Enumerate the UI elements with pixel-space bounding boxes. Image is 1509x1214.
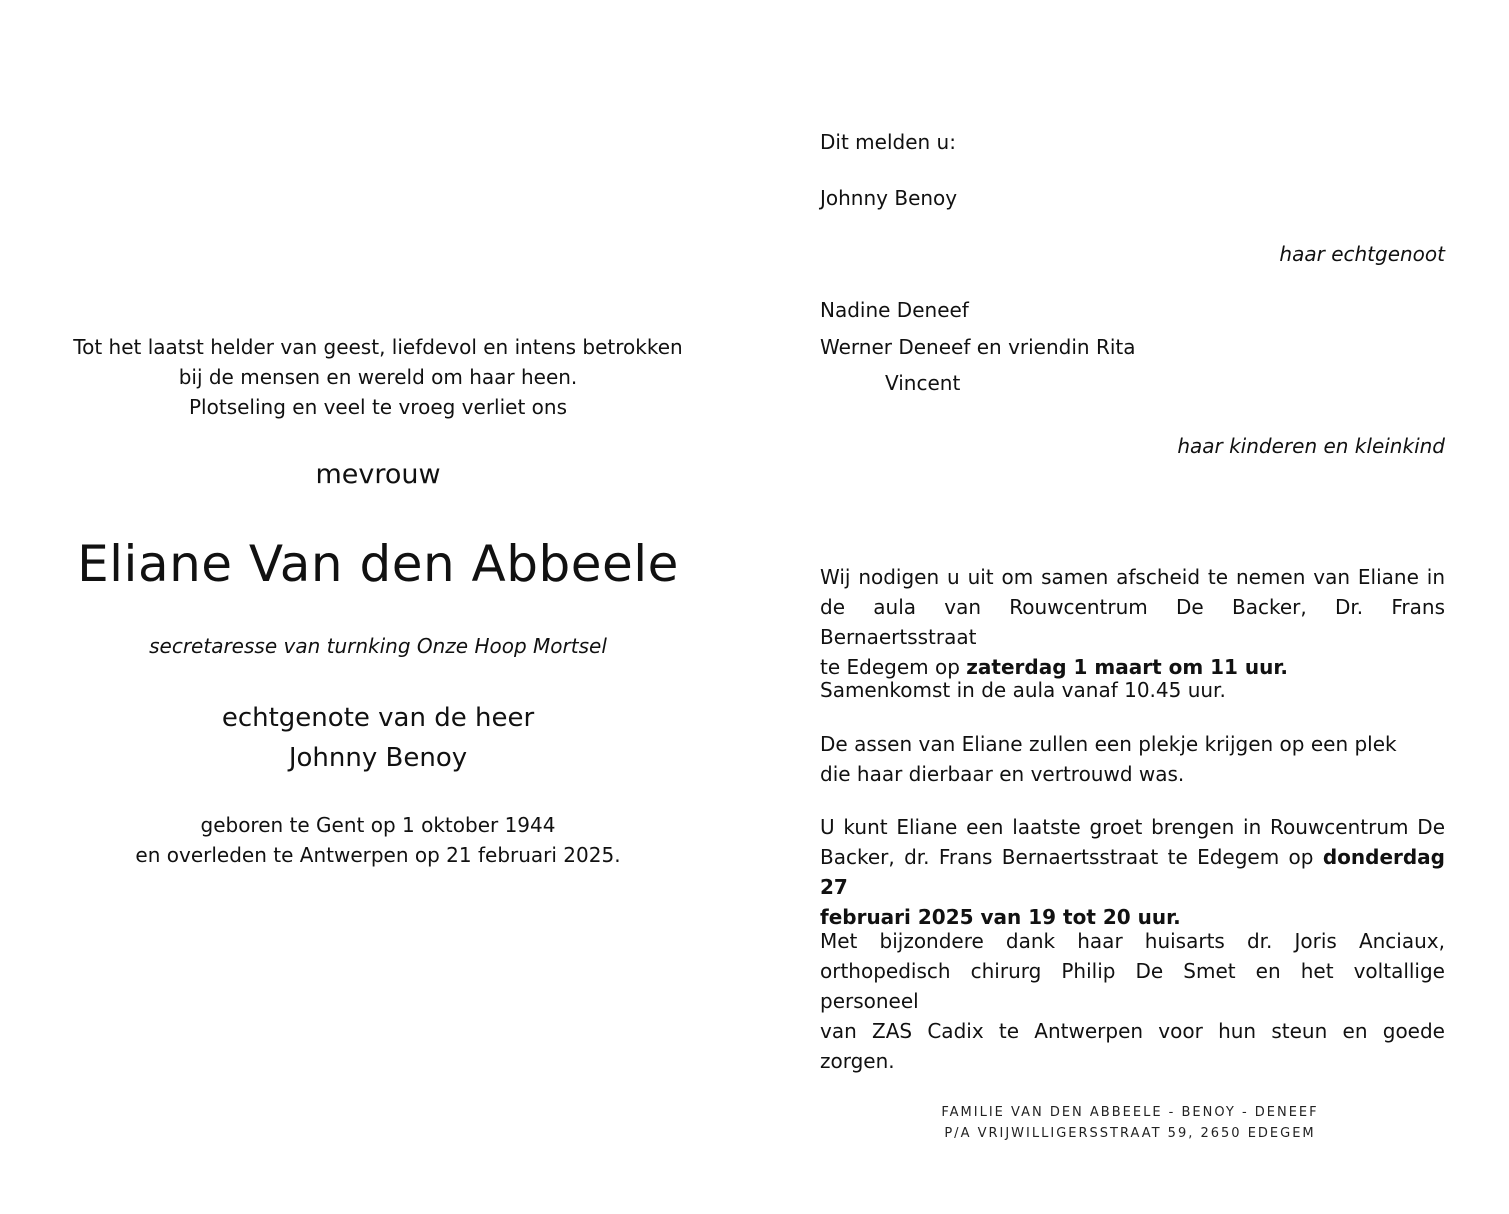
family-name: FAMILIE VAN DEN ABBEELE - BENOY - DENEEF — [941, 1105, 1319, 1120]
visit-text: Backer, dr. Frans Bernaertsstraat te Edegem op — [820, 845, 1323, 869]
husband-label: haar echtgenoot — [1279, 242, 1445, 266]
ashes-line: De assen van Eliane zullen een plekje krijgen op een plek — [820, 732, 1397, 756]
ceremony-date: zaterdag 1 maart om 11 uur. — [966, 655, 1289, 679]
grandchild-name: Vincent — [885, 371, 961, 395]
children-label: haar kinderen en kleinkind — [1177, 434, 1445, 458]
death-line: en overleden te Antwerpen op 21 februari 2025. — [135, 843, 621, 867]
birth-line: geboren te Gent op 1 oktober 1944 — [200, 813, 556, 837]
visit-date: donderdag 27 — [820, 845, 1445, 899]
life-dates — [60, 810, 696, 870]
visit-line — [820, 842, 1445, 902]
visit-time: februari 2025 van 19 tot 20 uur. — [820, 905, 1181, 929]
invitation-paragraph — [820, 562, 1445, 682]
honorific: mevrouw — [315, 459, 441, 490]
intro-line: bij de mensen en wereld om haar heen. — [178, 365, 578, 389]
intro-text — [60, 332, 696, 422]
thanks-paragraph — [820, 926, 1445, 1076]
invitation-text: te Edegem op — [820, 655, 967, 679]
thanks-line: Met bijzondere dank haar huisarts dr. Joris Anciaux, — [820, 929, 1445, 953]
family-address: P/A VRIJWILLIGERSSTRAAT 59, 2650 EDEGEM — [944, 1126, 1316, 1141]
family-address-footer — [880, 1102, 1380, 1144]
spouse-intro: echtgenote van de heer — [221, 703, 535, 733]
ashes-line: die haar dierbaar en vertrouwd was. — [820, 762, 1185, 786]
invitation-line: Wij nodigen u uit om samen afscheid te nemen van Eliane in — [820, 565, 1445, 589]
child-name: Werner Deneef en vriendin Rita — [820, 335, 1136, 359]
intro-line: Tot het laatst helder van geest, liefdevol en intens betrokken — [73, 335, 683, 359]
deceased-role: secretaresse van turnking Onze Hoop Mortsel — [149, 634, 607, 658]
thanks-line: orthopedisch chirurg Philip De Smet en het voltallige personeel — [820, 959, 1445, 1013]
thanks-line: van ZAS Cadix te Antwerpen voor hun steun en goede zorgen. — [820, 1019, 1445, 1073]
gathering-paragraph: Samenkomst in de aula vanaf 10.45 uur. — [820, 678, 1226, 702]
husband-name: Johnny Benoy — [820, 186, 958, 210]
visit-paragraph — [820, 812, 1445, 932]
deceased-name: Eliane Van den Abbeele — [77, 535, 679, 593]
intro-line: Plotseling en veel te vroeg verliet ons — [189, 395, 567, 419]
spouse-name: Johnny Benoy — [288, 743, 468, 773]
child-name: Nadine Deneef — [820, 298, 969, 322]
announce-line: Dit melden u: — [820, 130, 956, 154]
spouse-block — [60, 698, 696, 778]
invitation-line: de aula van Rouwcentrum De Backer, Dr. Frans Bernaertsstraat — [820, 595, 1445, 649]
ashes-paragraph — [820, 729, 1445, 789]
visit-line: U kunt Eliane een laatste groet brengen in Rouwcentrum De — [820, 815, 1445, 839]
